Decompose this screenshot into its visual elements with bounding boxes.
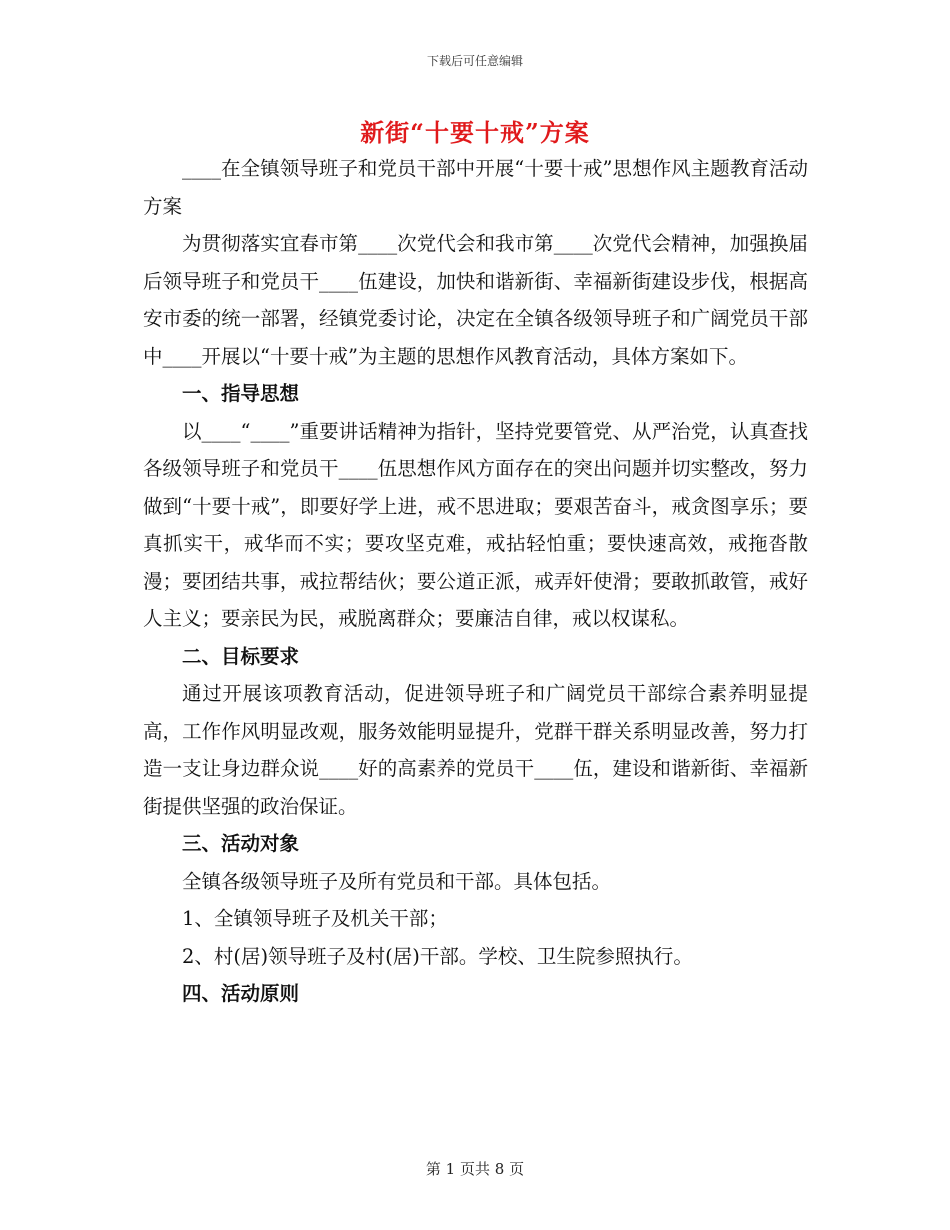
document-title: 新街“十要十戒”方案 <box>360 118 590 147</box>
section-heading-targets: 三、活动对象 <box>182 832 300 855</box>
targets-item-2: 2、村(居)领导班子及村(居)干部。学校、卫生院参照执行。 <box>182 944 693 968</box>
guiding-thought-paragraph: 以____“____”重要讲话精神为指针，坚持党要管党、从严治党，认真查找各级领导班子和党员干____伍思想作风方面存在的突出问题并切实整改，努力做到“十要十戒”，即要好学上进，戒不思进取；要艰苦奋斗，戒贪图享乐；要真抓实干，戒华而不实；要攻坚克难，戒拈轻怕重；要快速高效，戒拖沓散漫；要团结共事，戒拉帮结伙；要公道正派，戒弄奸使滑；要敢抓敢管，戒好人主义；要亲民为民，戒脱离群众；要廉洁自律，戒以权谋私。 <box>143 419 808 630</box>
section-heading-goals: 二、目标要求 <box>182 644 300 668</box>
targets-paragraph: 全镇各级领导班子及所有党员和干部。具体包括。 <box>182 869 612 893</box>
targets-item-1: 1、全镇领导班子及机关干部； <box>182 907 448 930</box>
intro-paragraph: 为贯彻落实宜春市第____次党代会和我市第____次党代会精神，加强换届后领导班子和党员干____伍建设，加快和谐新街、幸福新街建设步伐，根据高安市委的统一部署，经镇党委讨论，决定在全镇各级领导班子和广阔党员干部中____开展以“十要十戒”为主题的思想作风教育活动，具体方案如下。 <box>143 232 808 368</box>
header-note: 下载后可任意编辑 <box>426 54 523 68</box>
intro-line: ____在全镇领导班子和党员干部中开展“十要十戒”思想作风主题教育活动方案 <box>143 157 808 218</box>
page-footer: 第 1 页共 8 页 <box>425 1160 525 1178</box>
section-heading-guiding-thought: 一、指导思想 <box>182 382 300 405</box>
goals-paragraph: 通过开展该项教育活动，促进领导班子和广阔党员干部综合素养明显提高，工作作风明显改观，服务效能明显提升，党群干群关系明显改善，努力打造一支让身边群众说____好的高素养的党员干____伍，建设和谐新街、幸福新街提供坚强的政治保证。 <box>143 682 808 818</box>
section-heading-principles: 四、活动原则 <box>182 982 300 1005</box>
document-body <box>143 150 808 1013</box>
